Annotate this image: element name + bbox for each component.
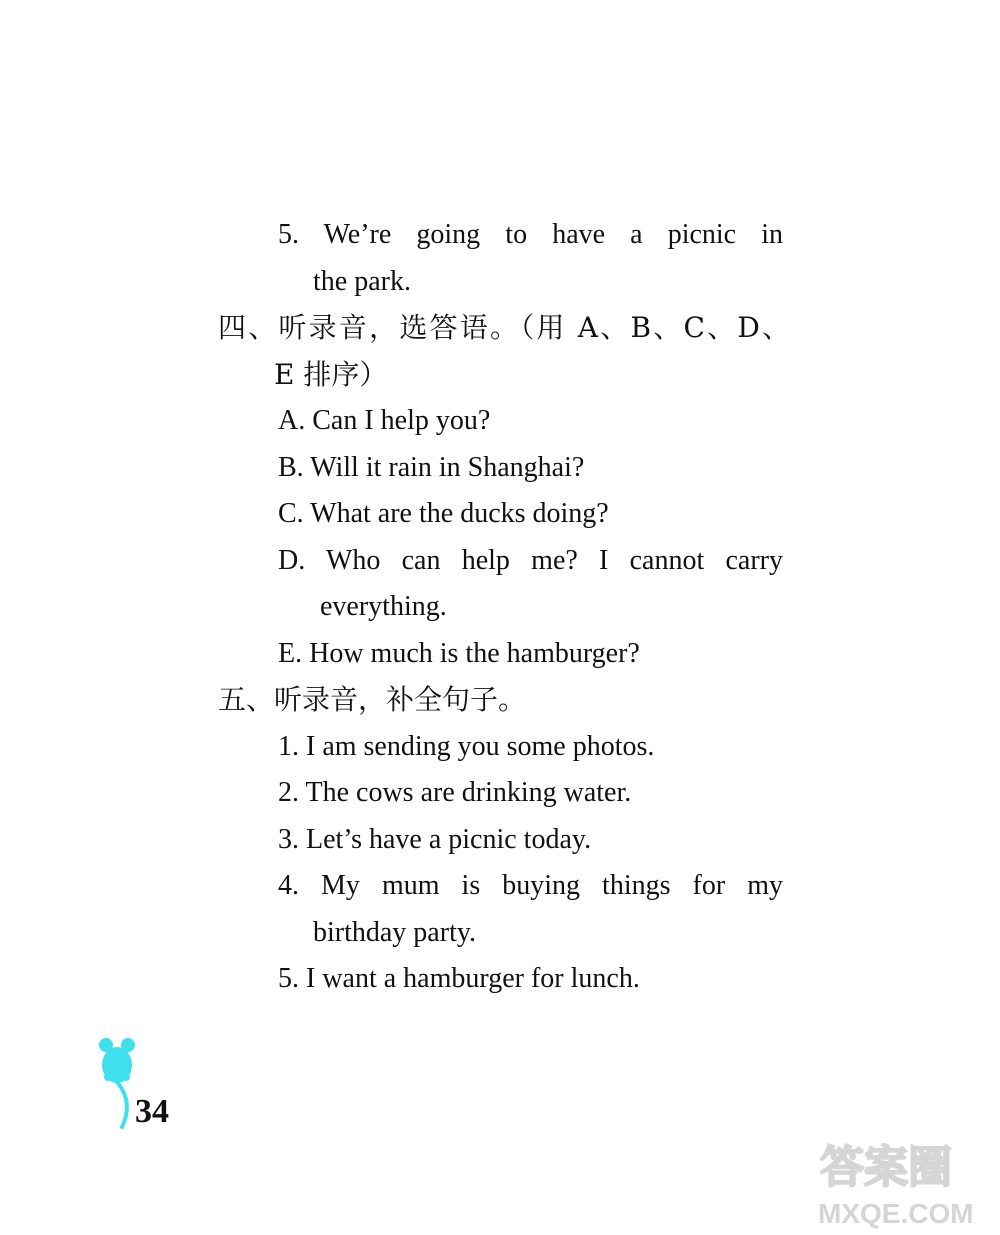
watermark-logo-text: 答案圈 (820, 1142, 952, 1192)
section4-option-a: A. Can I help you? (278, 405, 491, 436)
section4-heading-line2: E 排序） (274, 358, 388, 391)
section4-option-e: E. How much is the hamburger? (278, 638, 640, 669)
section5-heading: 五、听录音，补全句子。 (218, 683, 527, 716)
section4-option-b: B. Will it rain in Shanghai? (278, 452, 585, 483)
section5-item-1: 1. I am sending you some photos. (278, 731, 655, 762)
section3-item5-line2: the park. (313, 266, 411, 297)
section5-item-5: 5. I want a hamburger for lunch. (278, 963, 640, 994)
mouse-mascot-icon (98, 1035, 138, 1135)
section5-item-2: 2. The cows are drinking water. (278, 777, 632, 808)
section5-item-3: 3. Let’s have a picnic today. (278, 824, 592, 855)
watermark-url: MXQE.COM (818, 1198, 974, 1229)
section4-option-d-line2: everything. (320, 591, 447, 622)
page-number: 34 (135, 1093, 169, 1130)
watermark-logo-icon (820, 1140, 990, 1192)
section4-option-c: C. What are the ducks doing? (278, 498, 609, 529)
section4-heading-line1: 四、听录音，选答语。（用 A、B、C、D、 (218, 311, 790, 344)
section5-item-4-line1: 4. My mum is buying things for my (278, 870, 783, 901)
section4-option-d-line1: D. Who can help me? I cannot carry (278, 545, 783, 576)
section3-item5-line1: 5. We’re going to have a picnic in (278, 219, 783, 250)
watermark (818, 1140, 993, 1232)
section5-item-4-line2: birthday party. (313, 917, 477, 948)
